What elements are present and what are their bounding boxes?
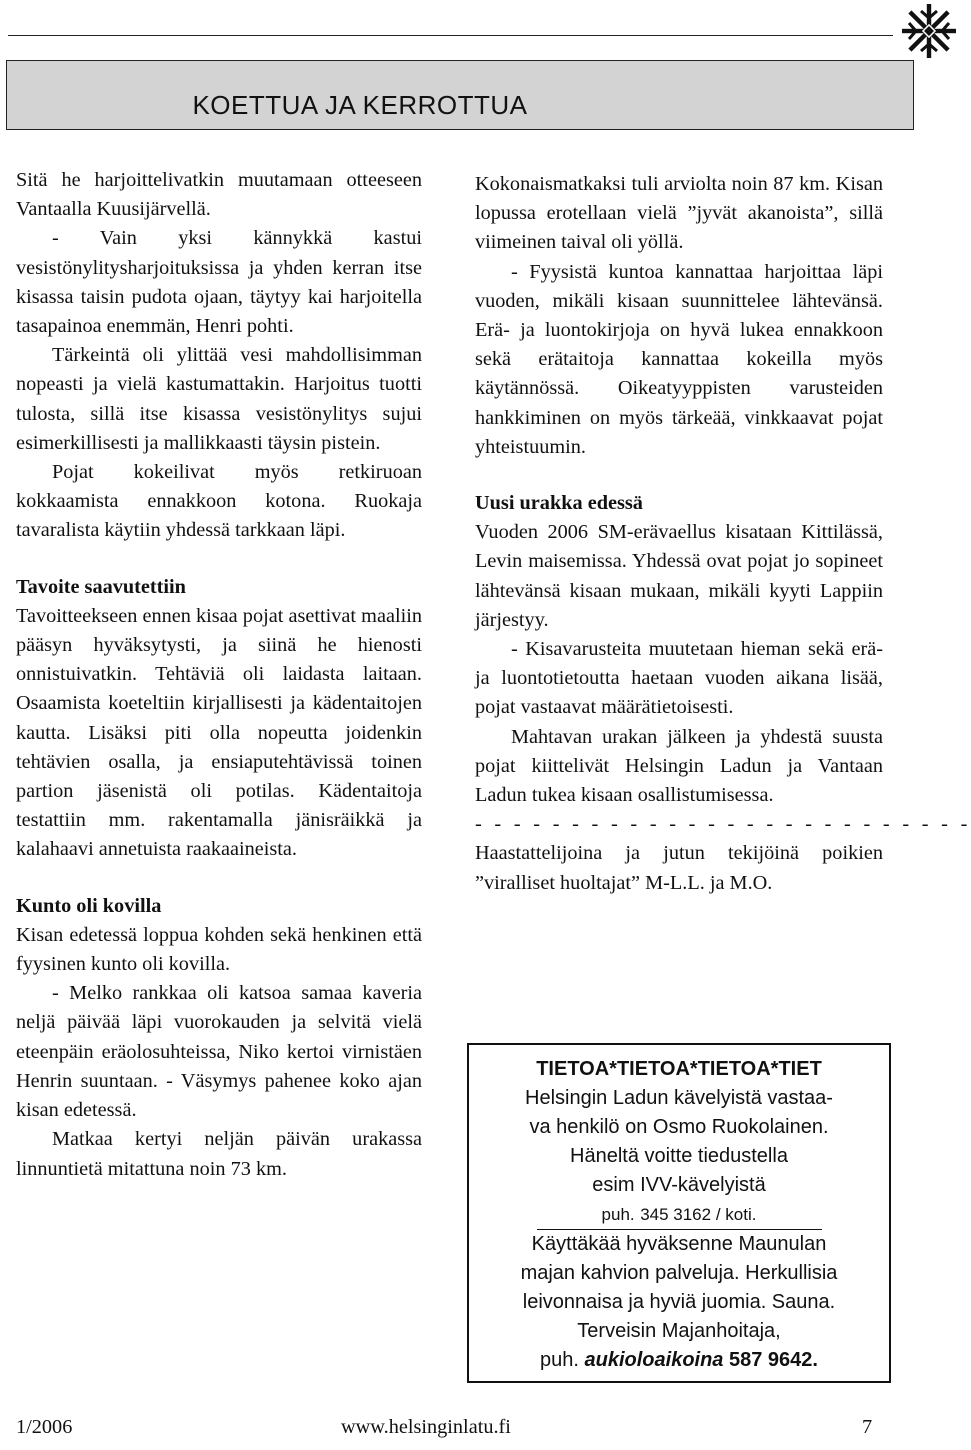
left-column bbox=[16, 166, 422, 1184]
info-phone-label: puh. bbox=[601, 1205, 635, 1224]
info-line-3: Häneltä voitte tiedustella bbox=[570, 1145, 788, 1167]
left-paragraph-3: Tärkeintä oli ylittää vesi mahdollisimman nopeasti ja vielä kastumattakin. Harjoitus tuotti tulosta, sillä itse kisassa vesistönylitys sujui esimerkillisesti ja mallikkaasti täysin pistein. bbox=[16, 344, 422, 454]
left-paragraph-4: Pojat kokeilivat myös retkiruoan kokkaamista ennakkoon kotona. Ruokaja tavaralista käytiin yhdessä tarkkaan läpi. bbox=[16, 461, 422, 542]
dashed-separator: - - - - - - - - - - - - - - - - - - - - - - - - - - bbox=[475, 813, 971, 836]
left-paragraph-1: Sitä he harjoittelivatkin muutamaan otteeseen Vantaalla Kuusijärvellä. bbox=[16, 169, 422, 221]
info-line-5 bbox=[469, 1200, 889, 1229]
left-paragraph-7: - Melko rankkaa oli katsoa samaa kaveria neljä päivää läpi vuorokauden ja selvitä vielä eteenpäin eräolosuhteissa, Niko kertoi virnistäen Henrin suuntaan. - Väsymys pahenee koko ajan kisan edetessä. bbox=[16, 982, 422, 1122]
info-line-9: Terveisin Majanhoitaja, bbox=[577, 1320, 781, 1342]
snowflake-icon bbox=[900, 2, 958, 60]
left-paragraph-6: Kisan edetessä loppua kohden sekä henkinen että fyysinen kunto oli kovilla. bbox=[16, 923, 422, 976]
info-phone-label-2: puh. bbox=[540, 1349, 579, 1371]
heading-kunto: Kunto oli kovilla bbox=[16, 894, 162, 917]
info-line-7: majan kahvion palveluja. Herkullisia bbox=[520, 1262, 838, 1284]
right-paragraph-3: Vuoden 2006 SM-erävaellus kisataan Kittilässä, Levin maisemissa. Yhdessä ovat pojat jo sopineet lähtevänsä kisaan mukaan, mikäli kyyti Lappiin järjestyy. bbox=[475, 521, 883, 631]
footer-url[interactable]: www.helsinginlatu.fi bbox=[341, 1416, 511, 1438]
left-paragraph-8: Matkaa kertyi neljän päivän urakassa linnuntietä mitattuna noin 73 km. bbox=[16, 1128, 422, 1180]
right-paragraph-4: - Kisavarusteita muutetaan hieman sekä erä- ja luontotietoutta haetaan vuoden aikana lisää, pojat vastaavat määrätietoisesti. bbox=[475, 638, 883, 719]
info-box bbox=[467, 1043, 891, 1383]
footer-page-number: 7 bbox=[862, 1416, 873, 1438]
info-line-10 bbox=[469, 1346, 889, 1375]
left-paragraph-5: Tavoitteekseen ennen kisaa pojat asettivat maaliin pääsyn hyväksytysti, ja siinä he hienosti onnistuivatkin. Tehtäviä oli laidasta laitaan. Osaamista koeteltiin kirjallisesti ja kädentaitojen kautta. Lisäksi piti olla nopeutta joidenkin tehtävien osalla, ja ensiaputehtävissä toinen partion jäsenistä oli potilas. Kädentaitoja testattiin mm. rakentamalla jänisräikkä ja kalahaavi annetuista raakaaineista. bbox=[16, 604, 422, 861]
section-title: KOETTUA JA KERROTTUA bbox=[192, 90, 528, 120]
right-paragraph-5: Mahtavan urakan jälkeen ja yhdestä suusta pojat kiittelivät Helsingin Ladun ja Vantaan Ladun tukea kisaan osallistumisessa. bbox=[475, 725, 883, 807]
right-column bbox=[475, 170, 971, 898]
top-rule bbox=[8, 35, 893, 36]
info-hours: aukioloaikoina bbox=[584, 1349, 724, 1371]
right-paragraph-2: - Fyysistä kuntoa kannattaa harjoittaa läpi vuoden, mikäli kisaan suunnittelee lähtevänsä. Erä- ja luontokirjoja on hyvä lukea ennakkoon sekä erätaitoja kannattaa kokeilla myös käytännössä. Oikeatyyppisten varusteiden hankkiminen on myös tärkeää, vinkkaavat pojat yhteistuumin. bbox=[475, 260, 883, 458]
info-phone-number-2: 587 9642. bbox=[729, 1349, 818, 1371]
left-paragraph-2: - Vain yksi kännykkä kastui vesistönylitysharjoituksissa ja yhden kerran itse kisassa taisin pudota ojaan, täytyy kai harjoitella tasapainoa enemmän, Henri pohti. bbox=[16, 227, 422, 338]
info-box-title: TIETOA*TIETOA*TIETOA*TIET bbox=[536, 1058, 822, 1080]
info-phone-number: 345 3162 / koti. bbox=[640, 1205, 757, 1224]
heading-tavoite: Tavoite saavutettiin bbox=[16, 575, 186, 598]
info-line-8: leivonnaisa ja hyviä juomia. Sauna. bbox=[522, 1291, 836, 1313]
info-line-1: Helsingin Ladun kävelyistä vastaa- bbox=[525, 1087, 833, 1109]
right-paragraph-1: Kokonaismatkaksi tuli arviolta noin 87 km. Kisan lopussa erotellaan vielä ”jyvät akanoista”, sillä viimeinen taival oli yöllä. bbox=[475, 173, 883, 254]
right-paragraph-6: Haastattelijoina ja jutun tekijöinä poikien ”viralliset huoltajat” M-L.L. ja M.O. bbox=[475, 842, 883, 894]
info-line-2: va henkilö on Osmo Ruokolainen. bbox=[529, 1116, 829, 1138]
heading-uusi: Uusi urakka edessä bbox=[475, 492, 643, 515]
info-line-4: esim IVV-kävelyistä bbox=[592, 1174, 766, 1196]
info-line-6: Käyttäkää hyväksenne Maunulan bbox=[531, 1233, 827, 1255]
footer-issue: 1/2006 bbox=[16, 1416, 73, 1438]
section-banner bbox=[6, 60, 914, 130]
